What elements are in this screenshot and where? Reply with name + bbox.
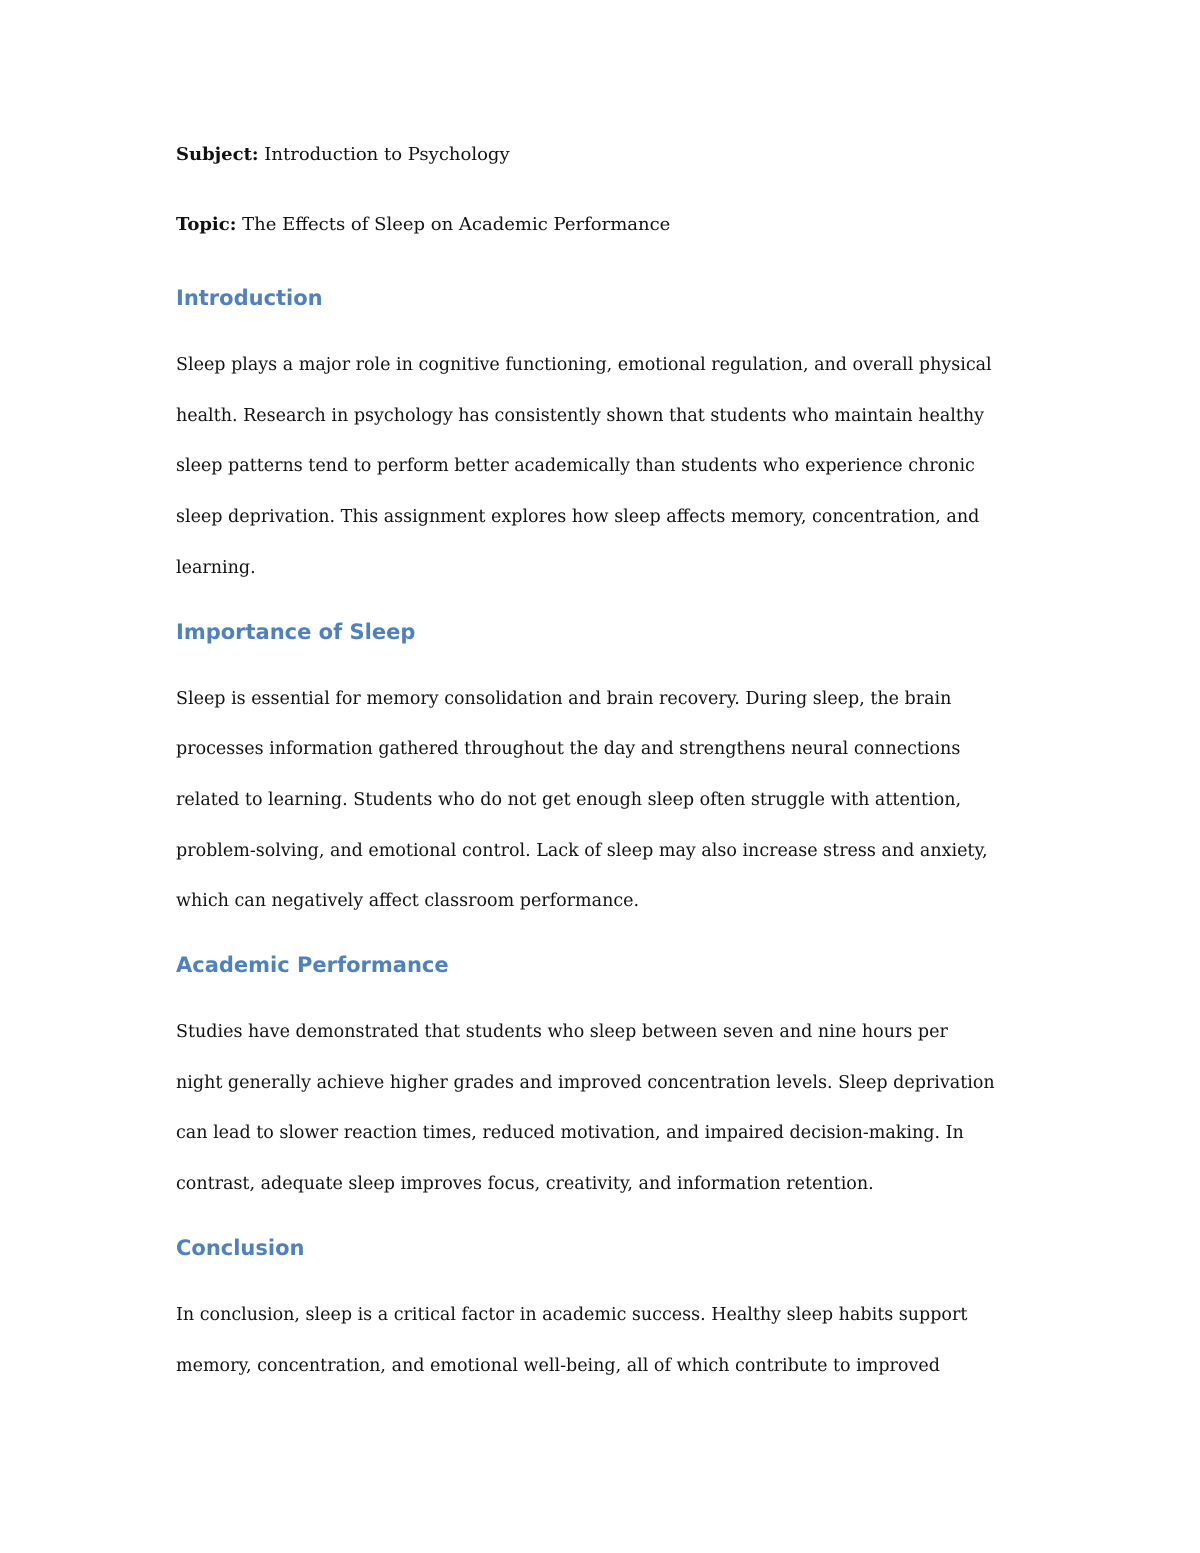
- paragraph-line: processes information gathered throughout the day and strengthens neural connections: [176, 739, 961, 760]
- subject-line: [176, 140, 1026, 170]
- paragraph-line: related to learning. Students who do not get enough sleep often struggle with attention,: [176, 789, 962, 810]
- section-paragraph-introduction: [176, 340, 1026, 594]
- topic-label: Topic:: [176, 214, 237, 235]
- section-heading-academic-performance: Academic Performance: [176, 953, 449, 978]
- section-heading-introduction: Introduction: [176, 286, 323, 310]
- paragraph-line: can lead to slower reaction times, reduced motivation, and impaired decision-making. In: [176, 1123, 964, 1144]
- paragraph-line: In conclusion, sleep is a critical factor in academic success. Healthy sleep habits support: [176, 1304, 968, 1325]
- paragraph-line: sleep patterns tend to perform better academically than students who experience chronic: [176, 456, 975, 477]
- paragraph-line: problem-solving, and emotional control. Lack of sleep may also increase stress and anxiety,: [176, 840, 988, 861]
- paragraph-line: Studies have demonstrated that students who sleep between seven and nine hours per: [176, 1022, 948, 1043]
- subject-label: Subject:: [176, 144, 259, 165]
- paragraph-line: Sleep is essential for memory consolidation and brain recovery. During sleep, the brain: [176, 688, 952, 709]
- section-heading-conclusion: Conclusion: [176, 1235, 305, 1260]
- topic-line: [176, 210, 1026, 240]
- section-paragraph-academic-performance: [176, 1007, 1026, 1210]
- section-paragraph-importance-of-sleep: [176, 674, 1026, 928]
- paragraph-line: learning.: [176, 557, 256, 578]
- paragraph-line: which can negatively affect classroom performance.: [176, 891, 640, 912]
- subject-value: Introduction to Psychology: [258, 144, 510, 165]
- document-body: [176, 140, 1026, 1413]
- paragraph-line: health. Research in psychology has consistently shown that students who maintain healthy: [176, 405, 985, 426]
- paragraph-line: Sleep plays a major role in cognitive functioning, emotional regulation, and overall physical: [176, 355, 992, 375]
- paragraph-line: night generally achieve higher grades and improved concentration levels. Sleep deprivation: [176, 1072, 995, 1093]
- topic-value: The Effects of Sleep on Academic Performance: [236, 214, 671, 235]
- paragraph-line: contrast, adequate sleep improves focus, creativity, and information retention.: [176, 1174, 874, 1195]
- paragraph-line: sleep deprivation. This assignment explores how sleep affects memory, concentration, and: [176, 507, 980, 528]
- paragraph-line: memory, concentration, and emotional well-being, all of which contribute to improved: [176, 1355, 940, 1376]
- section-paragraph-conclusion: [176, 1290, 1026, 1391]
- section-heading-importance-of-sleep: Importance of Sleep: [176, 619, 416, 644]
